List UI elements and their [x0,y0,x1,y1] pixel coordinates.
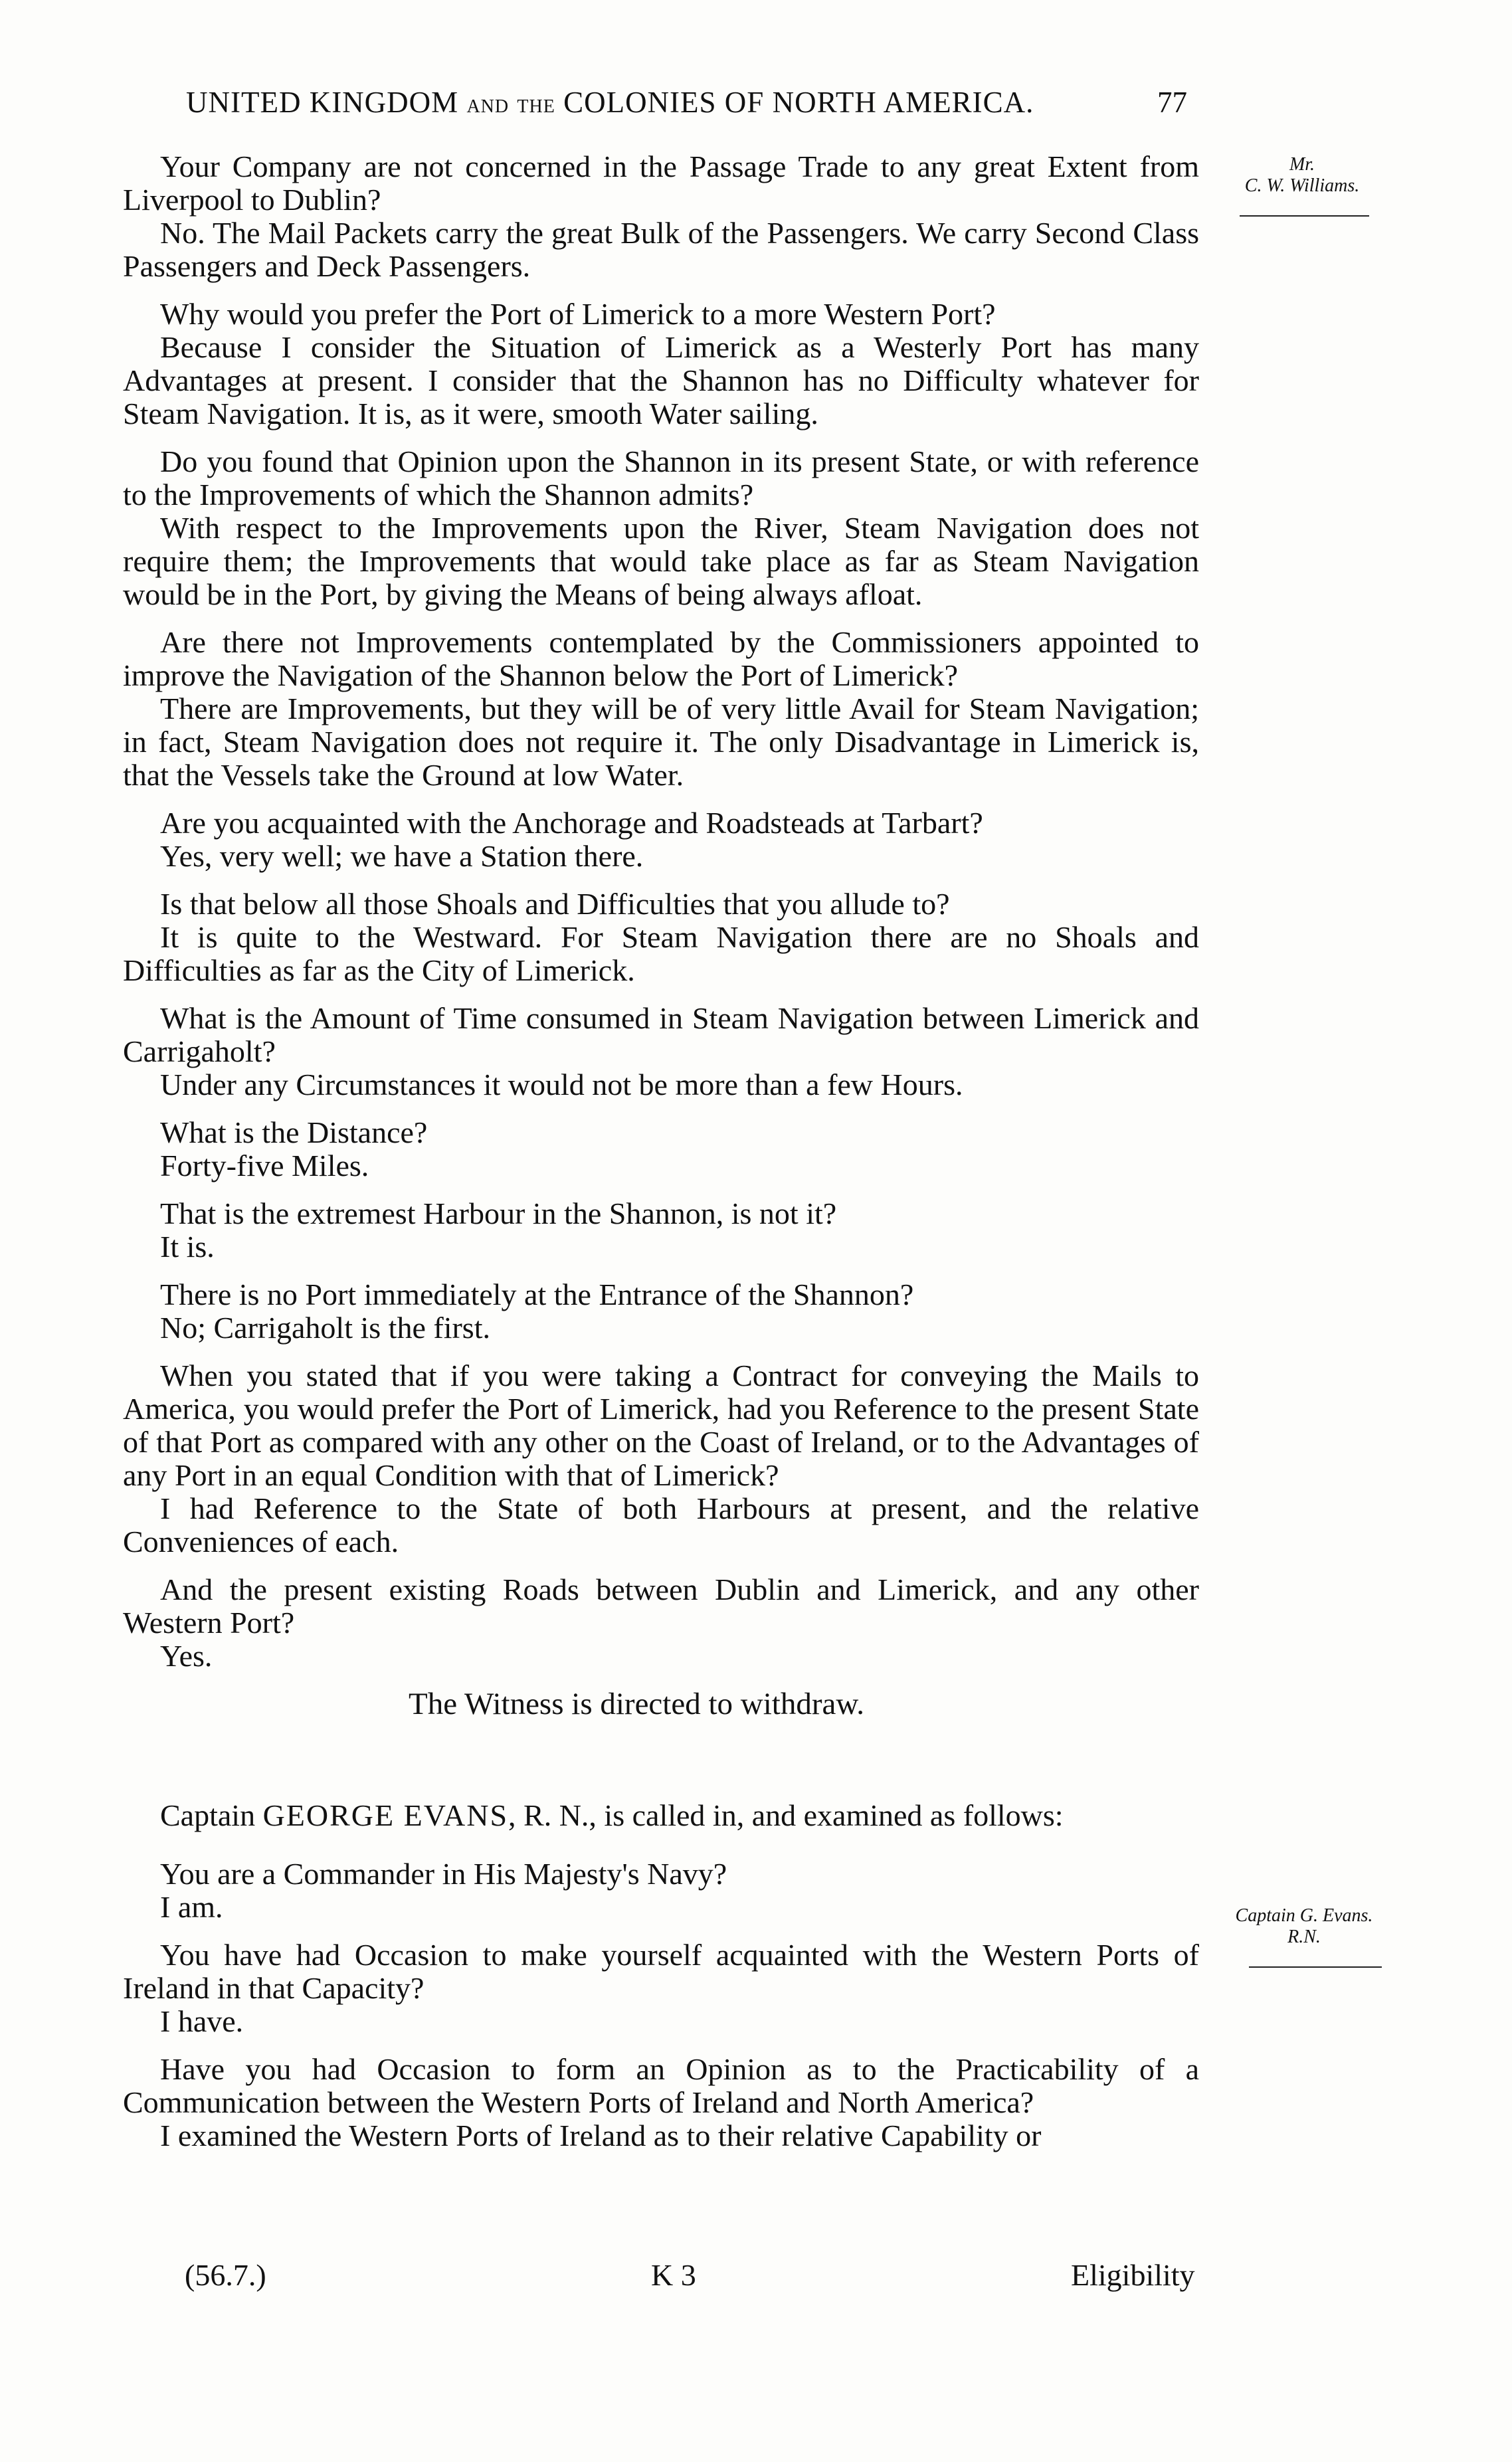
question: You have had Occasion to make yourself acquainted with the Western Ports of Ireland in that Capacity? [123,1938,1199,2005]
question: Are there not Improvements contemplated by the Commissioners appointed to improve the Navigation of the Shannon below the Port of Limerick? [123,625,1199,692]
running-head-part2: COLONIES OF NORTH AMERICA. [563,86,1034,119]
question: There is no Port immediately at the Entrance of the Shannon? [160,1278,914,1311]
margin-note-line: Mr. [1289,154,1315,175]
page-number: 77 [1157,86,1187,119]
call-in-suffix: , R. N., is called in, and examined as follows: [508,1798,1064,1832]
qa-block [123,1116,1199,1183]
qa-block [123,298,1199,430]
qa-block [123,626,1199,792]
question: That is the extremest Harbour in the Shannon, is not it? [160,1196,837,1230]
qa-block [123,1278,1199,1345]
question: When you stated that if you were taking a Contract for conveying the Mails to America, you would prefer the Port of Limerick, had you Reference to the present State of that Port as compared with any other on the Coast of Ireland, or to the Advantages of any Port in an equal Condition with that of Limerick? [123,1359,1199,1492]
running-head [186,85,1182,120]
answer: With respect to the Improvements upon the River, Steam Navigation does not require them; the Improvements that would take place as far as Steam Navigation would be in the Port, by giving the Means of being always afloat. [123,511,1199,611]
signature-mark: K 3 [651,2258,696,2292]
question: Your Company are not concerned in the Passage Trade to any great Extent from Liverpool to Dublin? [123,149,1199,217]
margin-note-line: C. W. Williams. [1244,175,1360,196]
answer: It is quite to the Westward. For Steam Navigation there are no Shoals and Difficulties as far as the City of Limerick. [123,920,1199,987]
qa-block [123,1359,1199,1559]
question: Is that below all those Shoals and Difficulties that you allude to? [160,887,950,921]
running-head-the: THE [517,96,555,117]
question: Have you had Occasion to form an Opinion as to the Practicability of a Communication between the Western Ports of Ireland and North America? [123,2052,1199,2119]
answer: No; Carrigaholt is the first. [160,1311,490,1345]
margin-note-line: R.N. [1287,1927,1321,1947]
qa-block [123,888,1199,987]
answer: It is. [160,1230,215,1264]
call-in-prefix: Captain [160,1798,263,1832]
answer: I had Reference to the State of both Harbours at present, and the relative Conveniences of each. [123,1491,1199,1559]
answer: Forty-five Miles. [160,1149,369,1183]
withdraw-directive: The Witness is directed to withdraw. [409,1687,864,1721]
qa-block [123,1197,1199,1264]
question: What is the Amount of Time consumed in Steam Navigation between Limerick and Carrigaholt? [123,1001,1199,1068]
answer: I examined the Western Ports of Ireland as to their relative Capability or [160,2119,1042,2152]
answer: I have. [160,2004,244,2038]
qa-block [123,1573,1199,1673]
answer: Yes. [160,1639,213,1673]
question: Why would you prefer the Port of Limerick to a more Western Port? [160,297,996,331]
margin-note-witness-williams [1236,154,1369,197]
margin-note-line: Captain G. Evans. [1235,1905,1373,1926]
margin-note-witness-evans [1221,1905,1387,1948]
question: Do you found that Opinion upon the Shannon in its present State, or with reference to the Improvements of which the Shannon admits? [123,444,1199,512]
witness-call-in [123,1799,1199,1832]
question: Are you acquainted with the Anchorage and Roadsteads at Tarbart? [160,806,983,840]
question: You are a Commander in His Majesty's Navy? [160,1857,727,1891]
margin-rule [1249,1966,1382,1968]
qa-block [123,806,1199,873]
qa-block [123,1002,1199,1101]
witness-name: GEORGE EVANS [262,1798,509,1832]
margin-rule [1240,215,1369,217]
text-column [123,150,1199,2167]
catchword: Eligibility [1071,2258,1195,2292]
answer: There are Improvements, but they will be of very little Avail for Steam Navigation; in fact, Steam Navigation does not require it. The only Disadvantage in Limerick is, that the Vessels take the Ground at low Water. [123,692,1199,792]
question: What is the Distance? [160,1115,428,1149]
qa-block [123,150,1199,283]
sheet-number: (56.7.) [185,2258,266,2292]
qa-block [123,2053,1199,2152]
qa-block [123,1939,1199,2038]
question: And the present existing Roads between Dublin and Limerick, and any other Western Port? [123,1572,1199,1640]
qa-block [123,1857,1199,1924]
running-head-part1: UNITED KINGDOM [186,86,459,119]
answer: I am. [160,1890,223,1924]
qa-block [123,445,1199,611]
answer: Under any Circumstances it would not be more than a few Hours. [160,1068,963,1101]
running-head-and: AND [466,96,510,117]
answer: Yes, very well; we have a Station there. [160,839,644,873]
answer: Because I consider the Situation of Limerick as a Westerly Port has many Advantages at present. I consider that the Shannon has no Difficulty whatever for Steam Navigation. It is, as it were, smooth Water sailing. [123,330,1199,430]
answer: No. The Mail Packets carry the great Bulk of the Passengers. We carry Second Class Passengers and Deck Passengers. [123,216,1199,283]
